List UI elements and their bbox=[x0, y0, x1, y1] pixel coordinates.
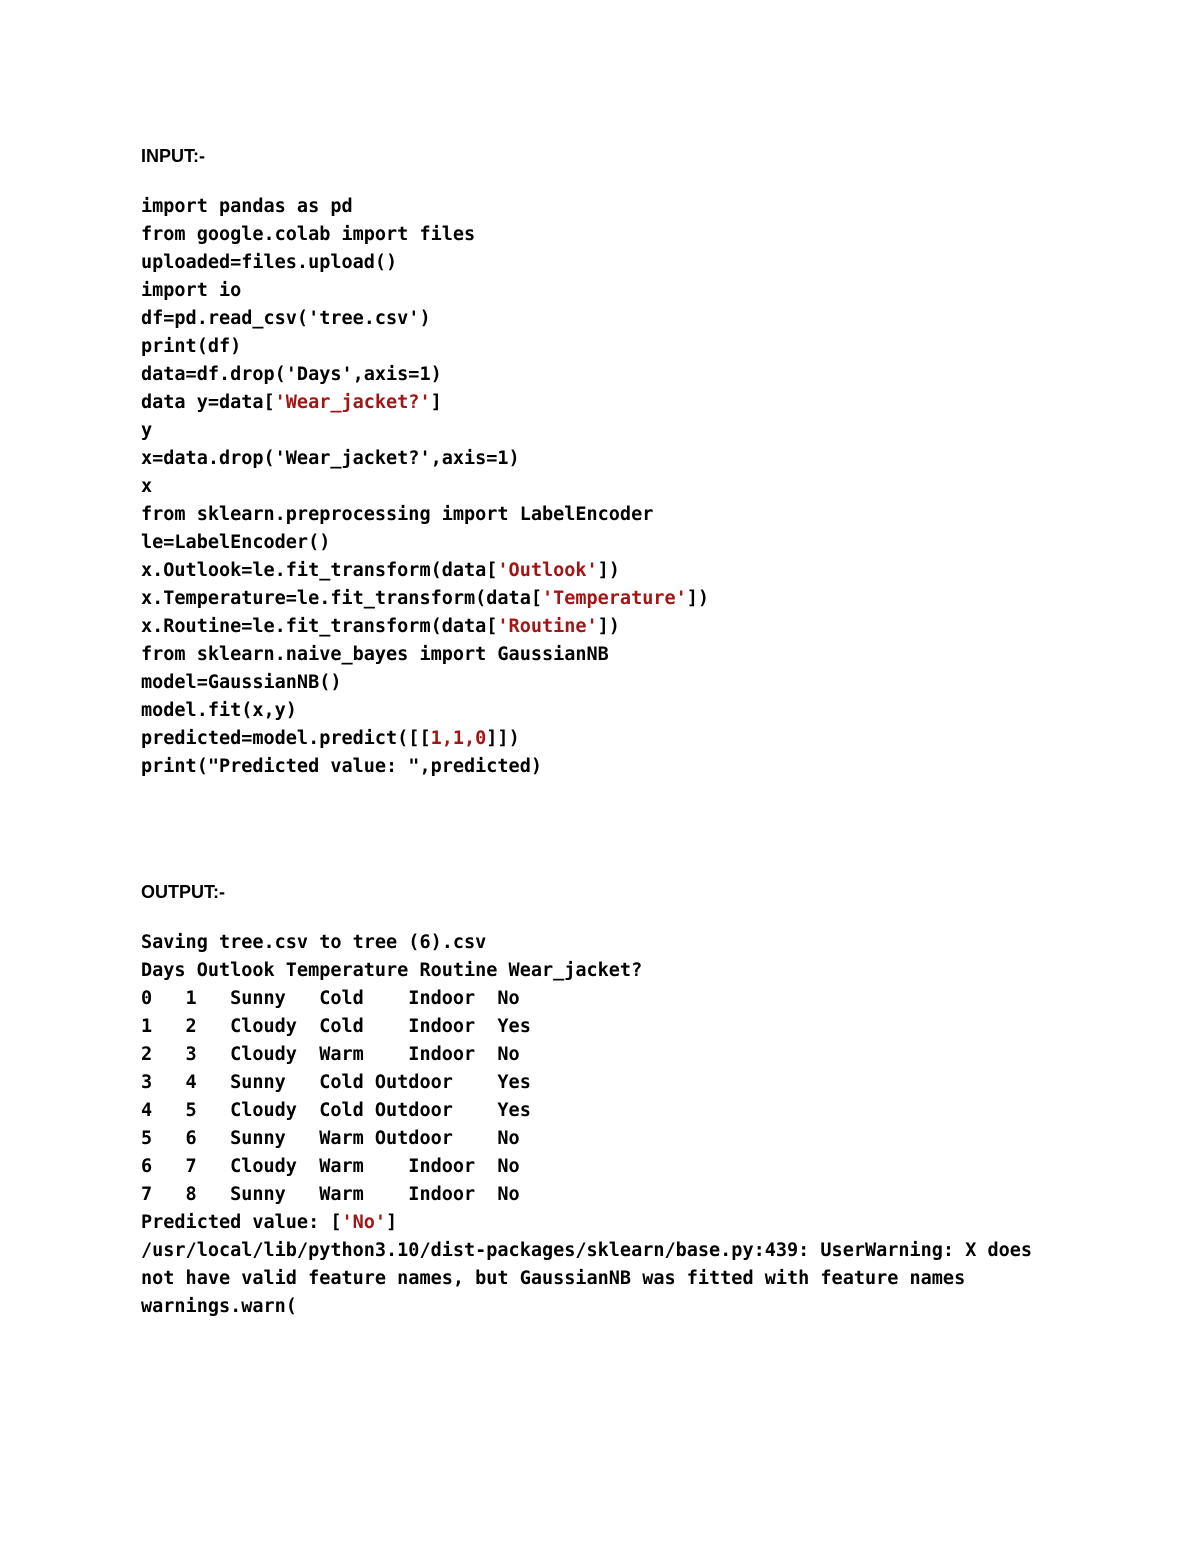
code-text: 0 1 Sunny Cold Indoor No bbox=[141, 988, 520, 1009]
code-text: x bbox=[141, 476, 153, 497]
code-line bbox=[141, 557, 709, 585]
string-literal: 'Outlook' bbox=[497, 560, 598, 581]
output-line bbox=[141, 1293, 1032, 1321]
output-line bbox=[141, 957, 1032, 985]
code-text: x.Temperature=le.fit_transform(data[ bbox=[141, 588, 542, 609]
code-line bbox=[141, 361, 709, 389]
code-text: df=pd.read_csv('tree.csv') bbox=[141, 308, 431, 329]
code-text: 5 6 Sunny Warm Outdoor No bbox=[141, 1128, 520, 1149]
code-text: Saving tree.csv to tree (6).csv bbox=[141, 932, 487, 953]
output-line bbox=[141, 1041, 1032, 1069]
code-text: 7 8 Sunny Warm Indoor No bbox=[141, 1184, 520, 1205]
code-text: from sklearn.naive_bayes import GaussianNB bbox=[141, 644, 609, 665]
code-text: print(df) bbox=[141, 336, 242, 357]
output-line bbox=[141, 929, 1032, 957]
code-line bbox=[141, 389, 709, 417]
code-line bbox=[141, 669, 709, 697]
code-text: Days Outlook Temperature Routine Wear_jacket? bbox=[141, 960, 643, 981]
code-line bbox=[141, 417, 709, 445]
code-text: 3 4 Sunny Cold Outdoor Yes bbox=[141, 1072, 531, 1093]
code-line bbox=[141, 333, 709, 361]
code-text: 6 7 Cloudy Warm Indoor No bbox=[141, 1156, 520, 1177]
code-text: data=df.drop('Days',axis=1) bbox=[141, 364, 442, 385]
input-heading: INPUT:- bbox=[141, 146, 205, 166]
output-line bbox=[141, 1125, 1032, 1153]
code-line bbox=[141, 697, 709, 725]
output-line bbox=[141, 1181, 1032, 1209]
code-text: ]) bbox=[597, 616, 620, 637]
output-console-block bbox=[141, 929, 1032, 1321]
output-heading: OUTPUT:- bbox=[141, 882, 225, 902]
code-line bbox=[141, 473, 709, 501]
code-text: x=data.drop('Wear_jacket?',axis=1) bbox=[141, 448, 520, 469]
code-text: data y=data[ bbox=[141, 392, 275, 413]
output-line bbox=[141, 985, 1032, 1013]
code-text: ]]) bbox=[486, 728, 520, 749]
code-text: print("Predicted value: ",predicted) bbox=[141, 756, 542, 777]
code-text: x.Routine=le.fit_transform(data[ bbox=[141, 616, 498, 637]
code-text: model.fit(x,y) bbox=[141, 700, 297, 721]
code-line bbox=[141, 501, 709, 529]
string-literal: 'Temperature' bbox=[541, 588, 687, 609]
code-text: le=LabelEncoder() bbox=[141, 532, 331, 553]
string-literal: 1,1,0 bbox=[430, 728, 487, 749]
code-text: from google.colab import files bbox=[141, 224, 476, 245]
code-text: not have valid feature names, but GaussianNB was fitted with feature names bbox=[141, 1268, 966, 1289]
code-text: ]) bbox=[597, 560, 620, 581]
code-text: from sklearn.preprocessing import LabelEncoder bbox=[141, 504, 654, 525]
code-text: model=GaussianNB() bbox=[141, 672, 342, 693]
code-text: warnings.warn( bbox=[141, 1296, 297, 1317]
output-line bbox=[141, 1097, 1032, 1125]
string-literal: 'Wear_jacket?' bbox=[274, 392, 431, 413]
output-line bbox=[141, 1265, 1032, 1293]
code-text: 2 3 Cloudy Warm Indoor No bbox=[141, 1044, 520, 1065]
code-line bbox=[141, 613, 709, 641]
code-line bbox=[141, 305, 709, 333]
code-text: ] bbox=[430, 392, 442, 413]
code-text: ]) bbox=[686, 588, 710, 609]
code-line bbox=[141, 753, 709, 781]
output-line bbox=[141, 1013, 1032, 1041]
output-line bbox=[141, 1153, 1032, 1181]
output-line bbox=[141, 1069, 1032, 1097]
code-text: import pandas as pd bbox=[141, 196, 353, 217]
code-line bbox=[141, 277, 709, 305]
code-line bbox=[141, 445, 709, 473]
code-line bbox=[141, 529, 709, 557]
code-text: 1 2 Cloudy Cold Indoor Yes bbox=[141, 1016, 531, 1037]
code-line bbox=[141, 193, 709, 221]
code-line bbox=[141, 221, 709, 249]
output-line bbox=[141, 1209, 1032, 1237]
code-line bbox=[141, 249, 709, 277]
code-text: Predicted value: [ bbox=[141, 1212, 342, 1233]
input-code-block bbox=[141, 193, 709, 781]
string-literal: 'No' bbox=[341, 1212, 387, 1233]
code-line bbox=[141, 641, 709, 669]
code-text: predicted=model.predict([[ bbox=[141, 728, 431, 749]
code-text: import io bbox=[141, 280, 242, 301]
code-text: x.Outlook=le.fit_transform(data[ bbox=[141, 560, 498, 581]
output-line bbox=[141, 1237, 1032, 1265]
string-literal: 'Routine' bbox=[497, 616, 598, 637]
code-line bbox=[141, 725, 709, 753]
code-text: 4 5 Cloudy Cold Outdoor Yes bbox=[141, 1100, 531, 1121]
code-text: /usr/local/lib/python3.10/dist-packages/sklearn/base.py:439: UserWarning: X does bbox=[141, 1240, 1033, 1261]
code-line bbox=[141, 585, 709, 613]
code-text: ] bbox=[386, 1212, 398, 1233]
code-text: y bbox=[141, 420, 153, 441]
code-text: uploaded=files.upload() bbox=[141, 252, 398, 273]
